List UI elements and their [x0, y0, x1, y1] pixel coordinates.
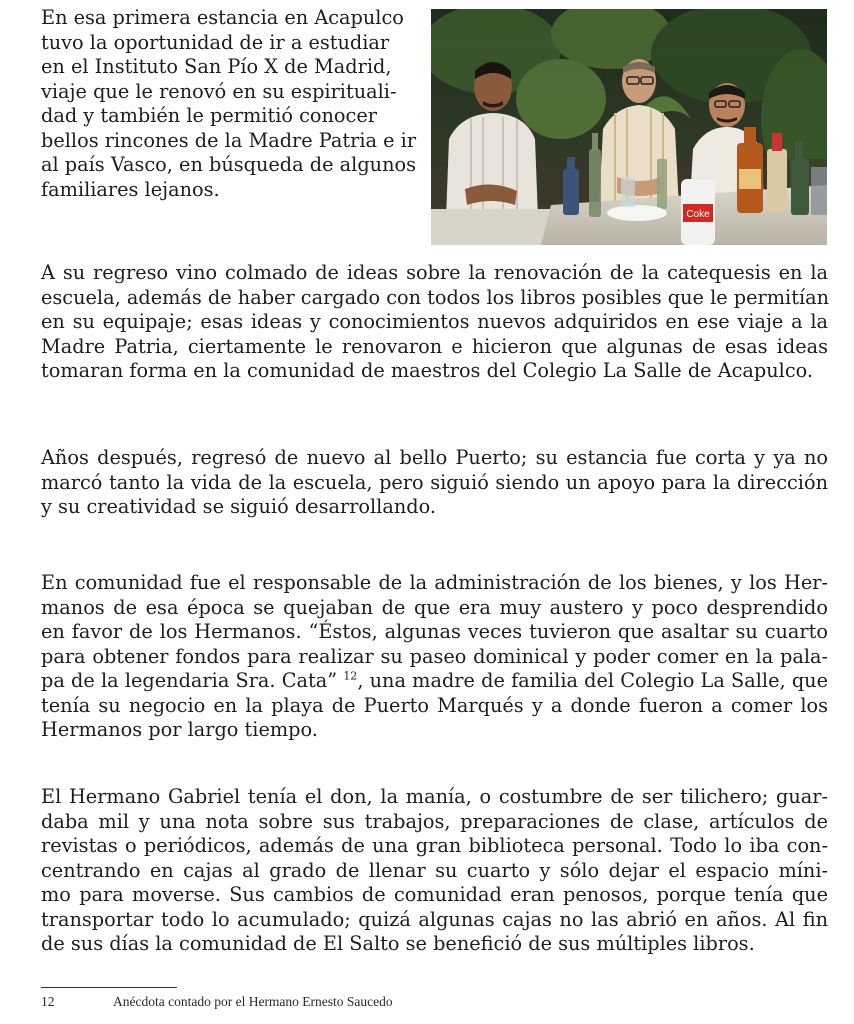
text-line: bellos rincones de la Madre Patria e ir — [41, 128, 417, 152]
text-line: daba mil y una nota sobre sus trabajos, preparaciones de clase, artículos de — [41, 809, 828, 833]
footnote-divider — [41, 987, 177, 988]
text-line: tuvo la oportunidad de ir a estudiar — [41, 30, 390, 54]
text-line: en su equipaje; esas ideas y conocimientos nuevos adquiridos en ese viaje a la — [41, 310, 828, 333]
text-segment: , una madre de familia del Colegio La Salle, que — [357, 669, 828, 692]
text-line: tenía su negocio en la playa de Puerto Marqués y a donde fueron a comer los — [41, 693, 828, 717]
text-line: en el Instituto San Pío X de Madrid, — [41, 55, 392, 78]
text-line: centrando en cajas al grado de llenar su cuarto y sólo dejar el espacio míni- — [41, 858, 828, 882]
footnote-reference[interactable]: 12 — [343, 669, 358, 683]
text-line: A su regreso vino colmado de ideas sobre la renovación de la catequesis en la — [41, 261, 828, 284]
coke-label: Coke — [686, 209, 710, 220]
intro-paragraph — [41, 6, 421, 202]
text-line: familiares lejanos. — [41, 177, 220, 201]
text-line: En comunidad fue el responsable de la administración de los bienes, y los Her- — [41, 571, 828, 594]
paragraph-return — [41, 261, 828, 384]
text-line: para obtener fondos para realizar su paseo dominical y poder comer en la pala- — [41, 644, 828, 668]
footnote-text: Anécdota contado por el Hermano Ernesto Saucedo — [113, 994, 393, 1009]
text-line: manos de esa época se quejaban de que era muy austero y poco desprendido — [41, 595, 828, 619]
footnote — [41, 994, 393, 1010]
text-line: al país Vasco, en búsqueda de algunos — [41, 153, 417, 176]
text-line: En esa primera estancia en Acapulco — [41, 6, 404, 29]
paragraph-years-later — [41, 446, 828, 520]
text-line: viaje que le renovó en su espirituali- — [41, 79, 397, 103]
text-line: dad y también le permitió conocer — [41, 104, 377, 127]
paragraph-community — [41, 571, 828, 743]
text-line: tomaran forma en la comunidad de maestros del Colegio La Salle de Acapulco. — [41, 359, 814, 382]
text-segment: pa de la legendaria Sra. Cata” — [41, 669, 344, 692]
text-line: revistas o periódicos, además de una gran biblioteca personal. Todo lo iba con- — [41, 834, 828, 857]
text-line-with-footnote-ref — [41, 669, 828, 694]
text-line: transportar todo lo acumulado; quizá algunas cajas no las abrió en años. Al fin — [41, 907, 828, 931]
paragraph-tilichero — [41, 785, 828, 957]
text-line: El Hermano Gabriel tenía el don, la manía, o costumbre de ser tilichero; guar- — [41, 785, 828, 808]
text-line: en favor de los Hermanos. “Éstos, algunas veces tuvieron que asaltar su cuarto — [41, 620, 828, 643]
text-line: Hermanos por largo tiempo. — [41, 718, 318, 741]
footnote-number: 12 — [41, 994, 55, 1009]
text-line: y su creatividad se siguió desarrollando. — [41, 495, 437, 518]
text-line: mo para moverse. Sus cambios de comunidad eran penosos, porque tenía que — [41, 883, 828, 906]
text-line: de sus días la comunidad de El Salto se benefició de sus múltiples libros. — [41, 932, 755, 955]
text-line: Madre Patria, ciertamente le renovaron e hicieron que algunas de esas ideas — [41, 334, 828, 358]
text-line: marcó tanto la vida de la escuela, pero siguió siendo un apoyo para la dirección — [41, 470, 828, 494]
text-line: escuela, además de haber cargado con todos los libros posibles que le permitían — [41, 285, 830, 309]
text-line: Años después, regresó de nuevo al bello Puerto; su estancia fue corta y ya no — [41, 446, 828, 469]
photo-three-men-at-table — [431, 9, 827, 245]
